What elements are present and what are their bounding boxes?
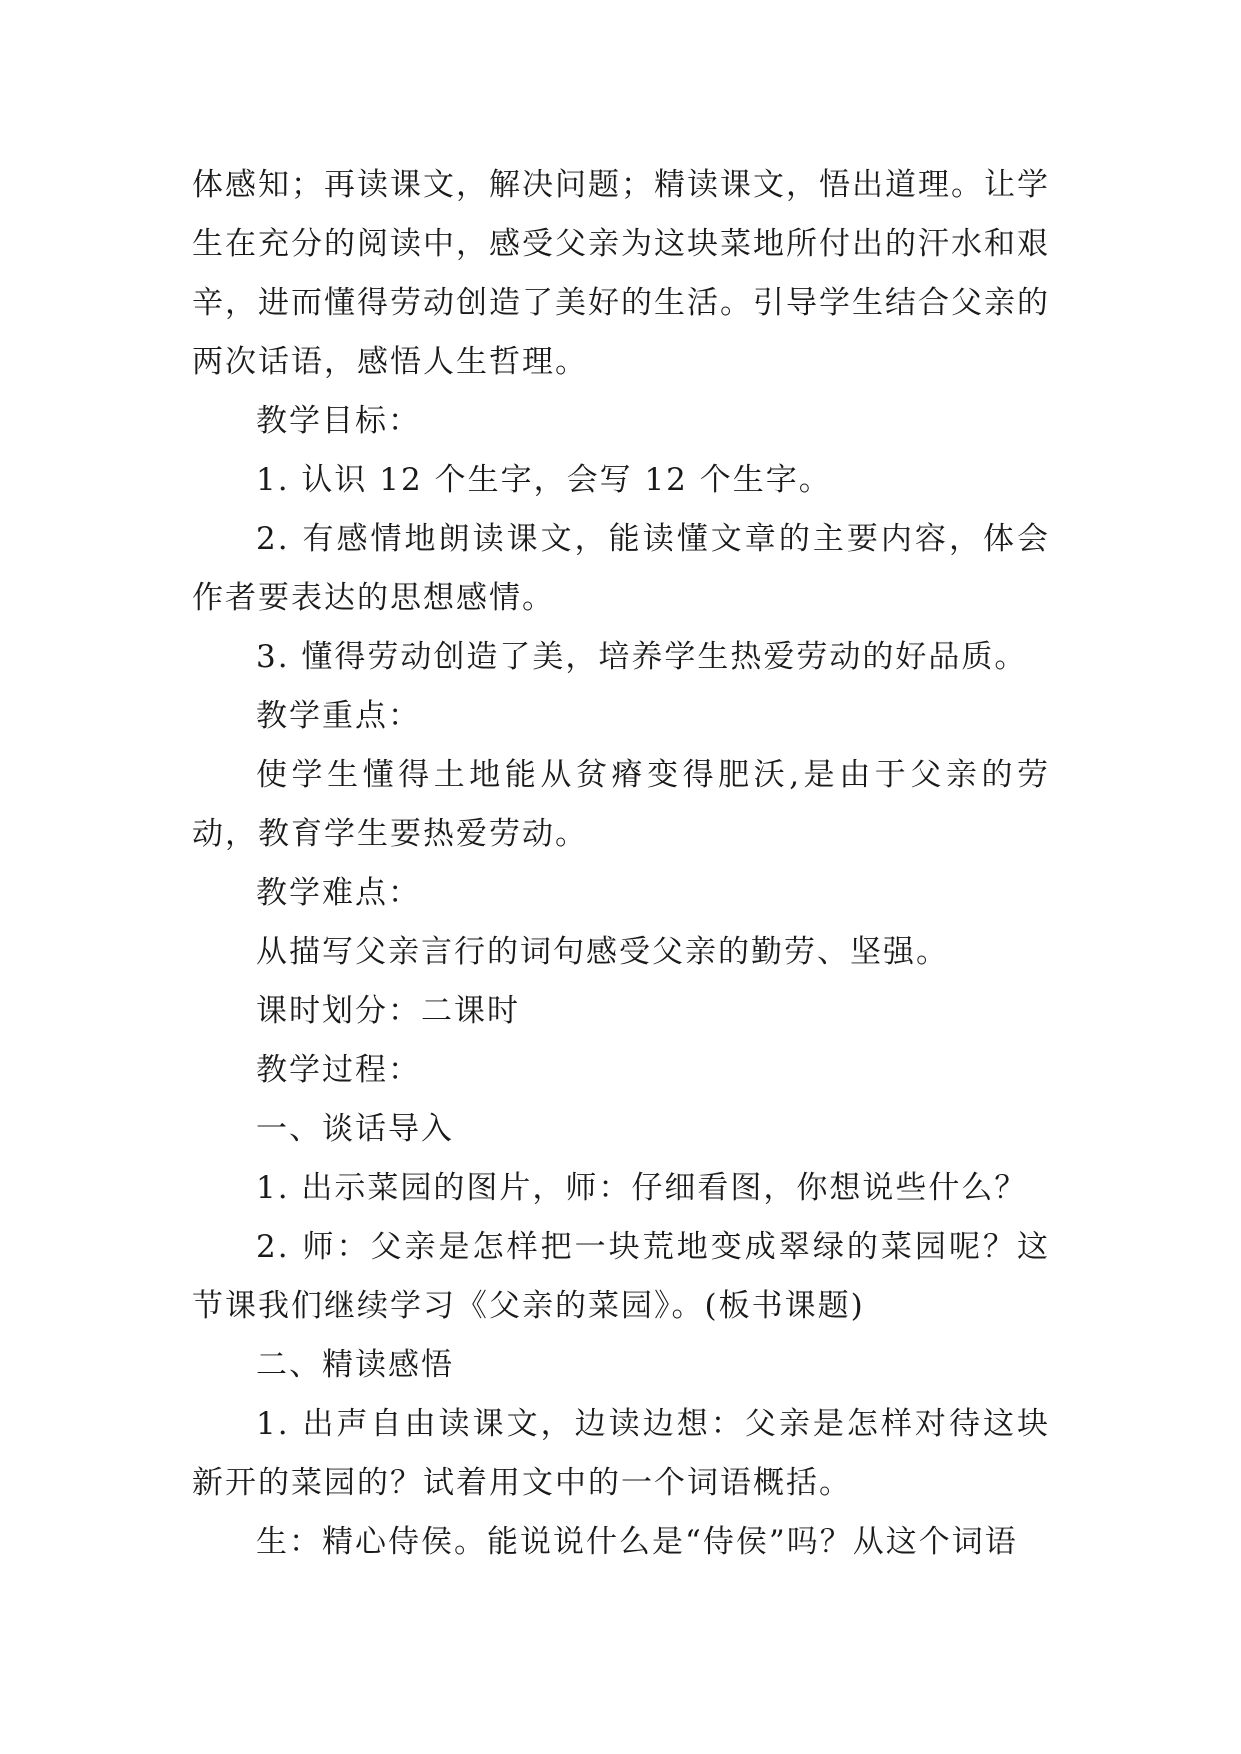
- document-body: [192, 156, 1050, 1572]
- paragraph: 体感知；再读课文，解决问题；精读课文，悟出道理。让学生在充分的阅读中，感受父亲为这块菜地所付出的汗水和艰辛，进而懂得劳动创造了美好的生活。引导学生结合父亲的两次话语，感悟人生哲理。: [192, 167, 1050, 380]
- section-heading-key-points: 教学重点：: [256, 698, 421, 734]
- section-heading-difficulties: 教学难点：: [256, 875, 421, 911]
- section-heading-introduction: 一、谈话导入: [256, 1111, 454, 1147]
- paragraph: 1. 认识 12 个生字，会写 12 个生字。: [256, 462, 832, 498]
- paragraph: 使学生懂得土地能从贫瘠变得肥沃,是由于父亲的劳动，教育学生要热爱劳动。: [192, 757, 1050, 852]
- paragraph: 从描写父亲言行的词句感受父亲的勤劳、坚强。: [256, 934, 949, 970]
- paragraph: 3. 懂得劳动创造了美，培养学生热爱劳动的好品质。: [256, 639, 1028, 675]
- section-heading-process: 教学过程：: [256, 1052, 421, 1088]
- section-heading-close-reading: 二、精读感悟: [256, 1347, 454, 1383]
- paragraph: 2. 师：父亲是怎样把一块荒地变成翠绿的菜园呢？这节课我们继续学习《父亲的菜园》。(板书课题): [192, 1229, 1050, 1324]
- paragraph: 1. 出示菜园的图片，师：仔细看图，你想说些什么？: [256, 1170, 1028, 1206]
- section-heading-objectives: 教学目标：: [256, 403, 421, 439]
- paragraph: 2. 有感情地朗读课文，能读懂文章的主要内容，体会作者要表达的思想感情。: [192, 521, 1050, 616]
- paragraph: 生：精心侍侯。能说说什么是“侍侯”吗？从这个词语: [256, 1524, 1018, 1560]
- paragraph: 1. 出声自由读课文，边读边想：父亲是怎样对待这块新开的菜园的？试着用文中的一个词语概括。: [192, 1406, 1050, 1501]
- paragraph: 课时划分：二课时: [256, 993, 520, 1029]
